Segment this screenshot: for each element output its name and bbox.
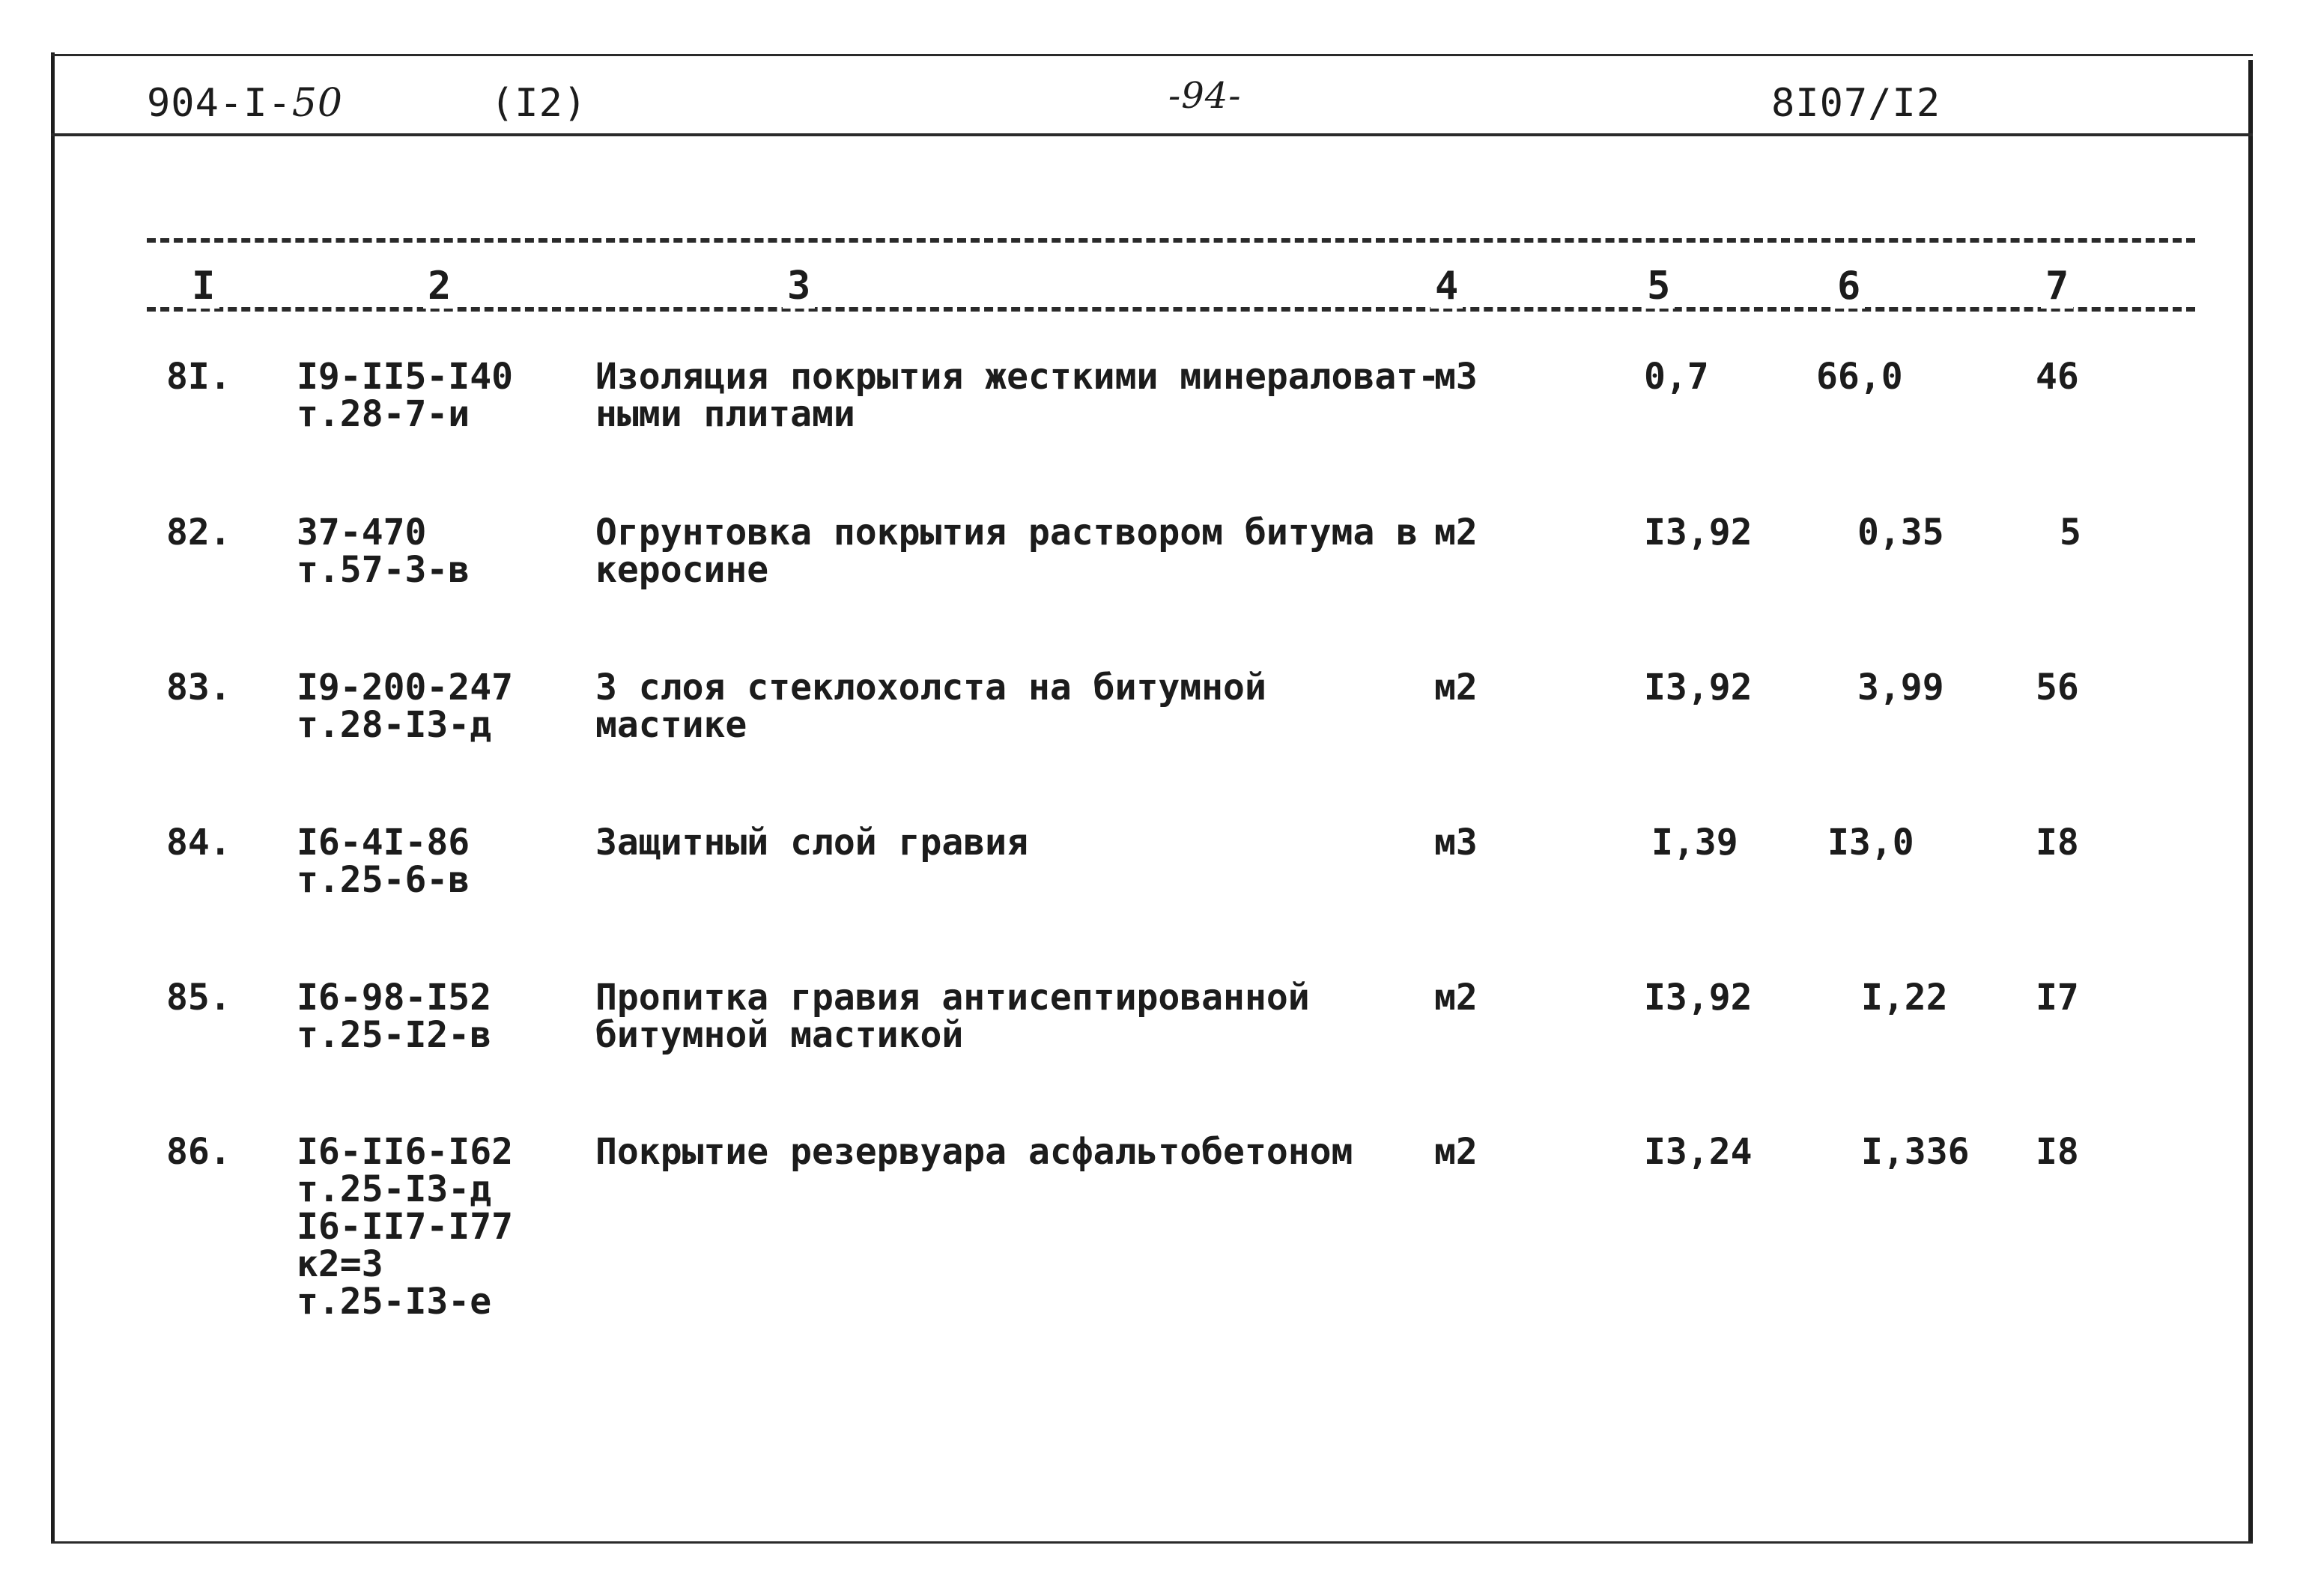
column-number-1: I bbox=[187, 264, 219, 309]
row-description-line: битумной мастикой bbox=[595, 1014, 964, 1056]
row-description bbox=[595, 979, 1310, 1054]
header-doc-number bbox=[147, 81, 343, 126]
row-unit: м3 bbox=[1434, 356, 1478, 398]
row-code-line: к2=3 bbox=[297, 1243, 383, 1285]
row-code bbox=[297, 358, 513, 433]
row-description bbox=[595, 1133, 1353, 1171]
header-code: 8I07/I2 bbox=[1771, 81, 1941, 126]
row-description-line: 3 слоя стеклохолста на битумной bbox=[595, 667, 1266, 709]
row-code-line: т.28-I3-д bbox=[297, 704, 492, 746]
row-description-line: Пропитка гравия антисептированной bbox=[595, 977, 1310, 1019]
row-description-line: мастике bbox=[595, 704, 747, 746]
row-code bbox=[297, 824, 470, 899]
page-frame-bottom bbox=[51, 1541, 2253, 1544]
row-code-line: т.25-I3-д bbox=[297, 1168, 492, 1210]
row-unit-price: 66,0 bbox=[1816, 356, 1903, 398]
row-description-line: керосине bbox=[595, 549, 769, 591]
column-number-3: 3 bbox=[783, 264, 815, 309]
row-code-line: т.25-I3-е bbox=[297, 1281, 492, 1323]
row-description bbox=[595, 514, 1418, 589]
row-total: I8 bbox=[2036, 822, 2079, 864]
row-unit: м2 bbox=[1434, 667, 1478, 709]
row-unit-price: I,336 bbox=[1861, 1131, 1970, 1173]
row-code-line: т.28-7-и bbox=[297, 393, 470, 435]
row-code-line: т.57-3-в bbox=[297, 549, 470, 591]
row-unit: м3 bbox=[1434, 822, 1478, 864]
column-number-4: 4 bbox=[1430, 264, 1463, 309]
row-description bbox=[595, 358, 1439, 433]
row-code-line: т.25-6-в bbox=[297, 859, 470, 901]
row-quantity: I3,92 bbox=[1644, 667, 1753, 709]
page-frame-top bbox=[51, 54, 2253, 56]
table-top-dashed-rule bbox=[147, 238, 2195, 243]
row-quantity: I3,92 bbox=[1644, 977, 1753, 1019]
row-number: 84. bbox=[166, 822, 231, 864]
row-number: 8I. bbox=[166, 356, 231, 398]
column-number-5: 5 bbox=[1642, 264, 1675, 309]
row-total: I8 bbox=[2036, 1131, 2079, 1173]
row-unit: м2 bbox=[1434, 1131, 1478, 1173]
row-unit: м2 bbox=[1434, 512, 1478, 553]
row-description bbox=[595, 822, 1028, 864]
row-description bbox=[595, 669, 1266, 744]
row-code bbox=[297, 979, 491, 1054]
row-code-line: 37-470 bbox=[297, 512, 427, 553]
row-quantity: I,39 bbox=[1651, 822, 1738, 864]
row-description-line: Защитный слой гравия bbox=[595, 822, 1028, 864]
header-sheet: (I2) bbox=[491, 81, 588, 126]
column-number-7: 7 bbox=[2041, 264, 2073, 309]
row-total: 46 bbox=[2036, 356, 2079, 398]
row-quantity: I3,92 bbox=[1644, 512, 1753, 553]
row-unit-price: I3,0 bbox=[1827, 822, 1914, 864]
row-code-line: I9-200-247 bbox=[297, 667, 513, 709]
row-code-line: I9-II5-I40 bbox=[297, 356, 513, 398]
row-code-line: I6-II7-I77 bbox=[297, 1206, 513, 1248]
row-code-line: т.25-I2-в bbox=[297, 1014, 492, 1056]
row-code-line: I6-4I-86 bbox=[297, 822, 470, 864]
header-doc-handwritten: 50 bbox=[291, 81, 344, 126]
row-description-line: Огрунтовка покрытия раствором битума в bbox=[595, 512, 1418, 553]
column-number-6: 6 bbox=[1833, 264, 1865, 309]
row-unit-price: 3,99 bbox=[1857, 667, 1944, 709]
page-frame-right bbox=[2248, 60, 2253, 1543]
row-description-line: ными плитами bbox=[595, 393, 855, 435]
row-number: 82. bbox=[166, 512, 231, 553]
column-number-2: 2 bbox=[423, 264, 455, 309]
header-page-mark: -94- bbox=[1168, 75, 1242, 117]
row-code-line: I6-II6-I62 bbox=[297, 1131, 513, 1173]
row-total: 5 bbox=[2060, 512, 2081, 553]
row-number: 86. bbox=[166, 1131, 231, 1173]
row-unit: м2 bbox=[1434, 977, 1478, 1019]
row-code bbox=[297, 1131, 513, 1323]
row-description-line: Покрытие резервуара асфальтобетоном bbox=[595, 1131, 1353, 1173]
row-code bbox=[297, 514, 470, 589]
row-quantity: I3,24 bbox=[1644, 1131, 1753, 1173]
header-doc-prefix: 904-I- bbox=[147, 81, 292, 126]
row-number: 85. bbox=[166, 977, 231, 1019]
row-total: I7 bbox=[2036, 977, 2079, 1019]
row-quantity: 0,7 bbox=[1644, 356, 1709, 398]
row-total: 56 bbox=[2036, 667, 2079, 709]
header-rule bbox=[51, 133, 2253, 136]
row-code bbox=[297, 669, 513, 744]
row-unit-price: I,22 bbox=[1861, 977, 1948, 1019]
row-number: 83. bbox=[166, 667, 231, 709]
page-frame-left bbox=[51, 52, 55, 1543]
row-unit-price: 0,35 bbox=[1857, 512, 1944, 553]
row-description-line: Изоляция покрытия жесткими минераловат- bbox=[595, 356, 1440, 398]
row-code-line: I6-98-I52 bbox=[297, 977, 492, 1019]
